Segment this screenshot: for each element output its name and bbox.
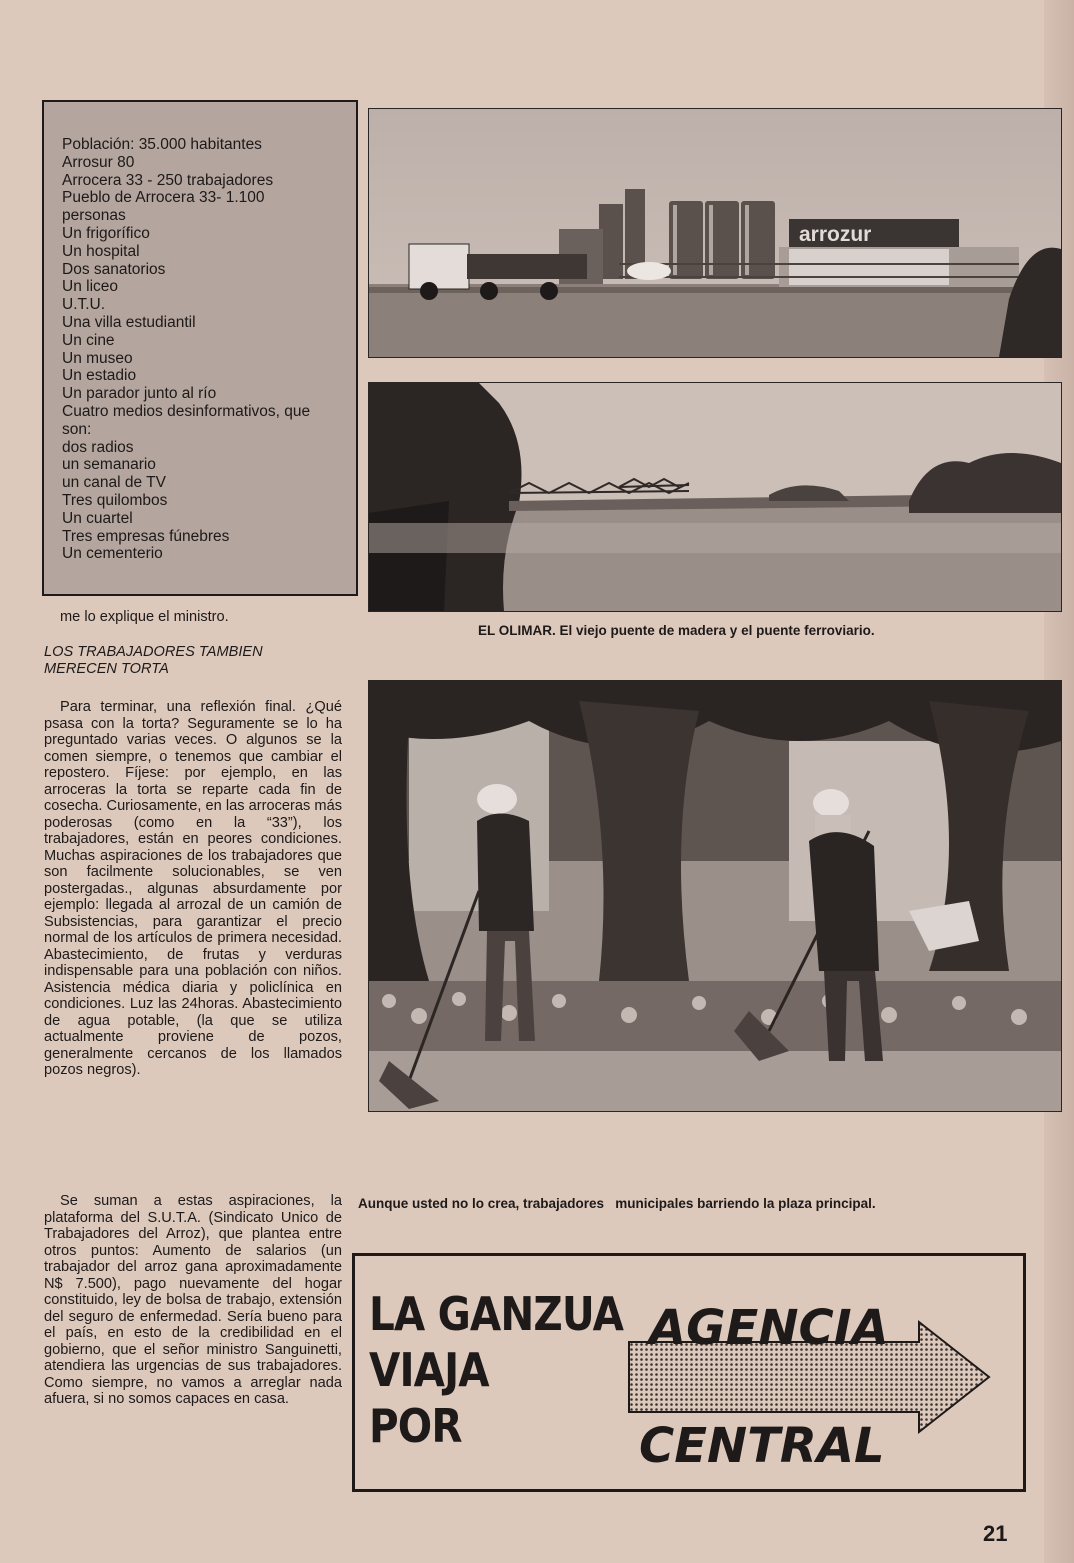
rice-mill-photo	[368, 108, 1062, 358]
page-number: 21	[983, 1521, 1008, 1546]
fact-line: Una villa estudiantil	[62, 313, 196, 331]
section-heading-line2: MERECEN TORTA	[44, 661, 169, 677]
section-heading	[44, 644, 344, 678]
olimar-bridge-photo	[368, 382, 1062, 612]
fact-line: un semanario	[62, 456, 156, 474]
ad-slogan-line2: VIAJA	[369, 1343, 489, 1397]
fact-line: Un cine	[62, 331, 115, 349]
fact-line: Un hospital	[62, 242, 140, 260]
plaza-caption: Aunque usted no lo crea, trabajadores municipales barriendo la plaza principal.	[358, 1196, 876, 1211]
fact-line: Un frigorífico	[62, 224, 150, 242]
fact-line: Un estadio	[62, 367, 137, 385]
arrozur-sign: arrozur	[799, 223, 872, 246]
fact-line: Dos sanatorios	[62, 260, 166, 278]
fact-line: Arrosur 80	[62, 153, 135, 171]
fact-line: dos radios	[62, 438, 134, 456]
fact-line: Arrocera 33 - 250 trabajadores	[62, 171, 274, 189]
travel-agency-ad	[352, 1253, 1026, 1492]
fact-line: Tres quilombos	[62, 491, 168, 509]
fact-line: Pueblo de Arrocera 33- 1.100	[62, 189, 265, 207]
fact-line: Un museo	[62, 349, 133, 367]
fact-line: Población: 35.000 habitantes	[62, 136, 262, 153]
ad-slogan-line1: LA GANZUA	[369, 1287, 624, 1341]
fact-line: Un cuartel	[62, 509, 133, 527]
fact-line: Cuatro medios desinformativos, que	[62, 402, 311, 420]
article-paragraph-2: Se suman a estas aspiraciones, la plataforma del S.U.T.A. (Sindicato Unico de Trabajadores del Arroz), que plantea entre otros puntos: Aumento de salarios (un trabajador del arroz gana aproximadamente N$ 7.500), pago nuevamente del hogar constituido, ley de bolsa de trabajo, extensión del seguro de enfermedad. Sería bueno para el país, en esto de la credibilidad en el gobierno, que el señor ministro Sanguinetti, atendiera las urgencias de sus trabajadores. Como siempre, no vamos a arreglar nada afuera, si no somos capaces en casa.	[44, 1193, 342, 1407]
section-heading-line1: LOS TRABAJADORES TAMBIEN	[44, 644, 263, 660]
brand-line1: AGENCIA	[649, 1300, 889, 1356]
fact-box	[42, 100, 358, 596]
fact-line: un canal de TV	[62, 474, 166, 492]
fact-line: Un parador junto al río	[62, 385, 217, 403]
fact-line: Tres empresas fúnebres	[62, 527, 230, 545]
ad-slogan-line3: POR	[369, 1399, 462, 1453]
article-paragraph-1: Para terminar, una reflexión final. ¿Qué psasa con la torta? Seguramente se lo ha preguntado varias veces. O algunos se la comen siempre, o tenemos que cambiar el repostero. Fíjese: por ejemplo, en las arroceras la torta se reparte cada fin de cosecha. Curiosamente, en las arroceras más poderosas (como en la “33”), los trabajadores, están en peores condiciones. Muchas aspiraciones de los trabajadores que son facilmente solucionables, se ven postergadas., algunas absurdamente por ejemplo: llegada al arrozal de un camión de Subsistencias, para garantizar el precio normal de los artículos de primera necesidad. Abastecimiento, de frutas y verduras indispensable para una población con niños. Asistencia médica diaria y policlínica en condiciones. Luz las 24horas. Abastecimiento de agua potable, (la que se utiliza actualmente proviene de pozos, generalmente cercanos de los llamados pozos negros).	[44, 699, 342, 1078]
intro-line: me lo explique el ministro.	[60, 609, 229, 625]
fact-line: Un liceo	[62, 278, 118, 296]
fact-line: U.T.U.	[62, 296, 106, 314]
fact-list	[62, 136, 352, 563]
agency-logo	[619, 1282, 999, 1472]
fact-line: personas	[62, 207, 126, 225]
ad-slogan	[369, 1286, 623, 1454]
bridge-caption: EL OLIMAR. El viejo puente de madera y el puente ferroviario.	[478, 623, 875, 638]
brand-line2: CENTRAL	[639, 1418, 885, 1472]
fact-line: son:	[62, 420, 92, 438]
fact-line: Un cementerio	[62, 545, 163, 563]
plaza-sweepers-photo	[368, 680, 1062, 1112]
